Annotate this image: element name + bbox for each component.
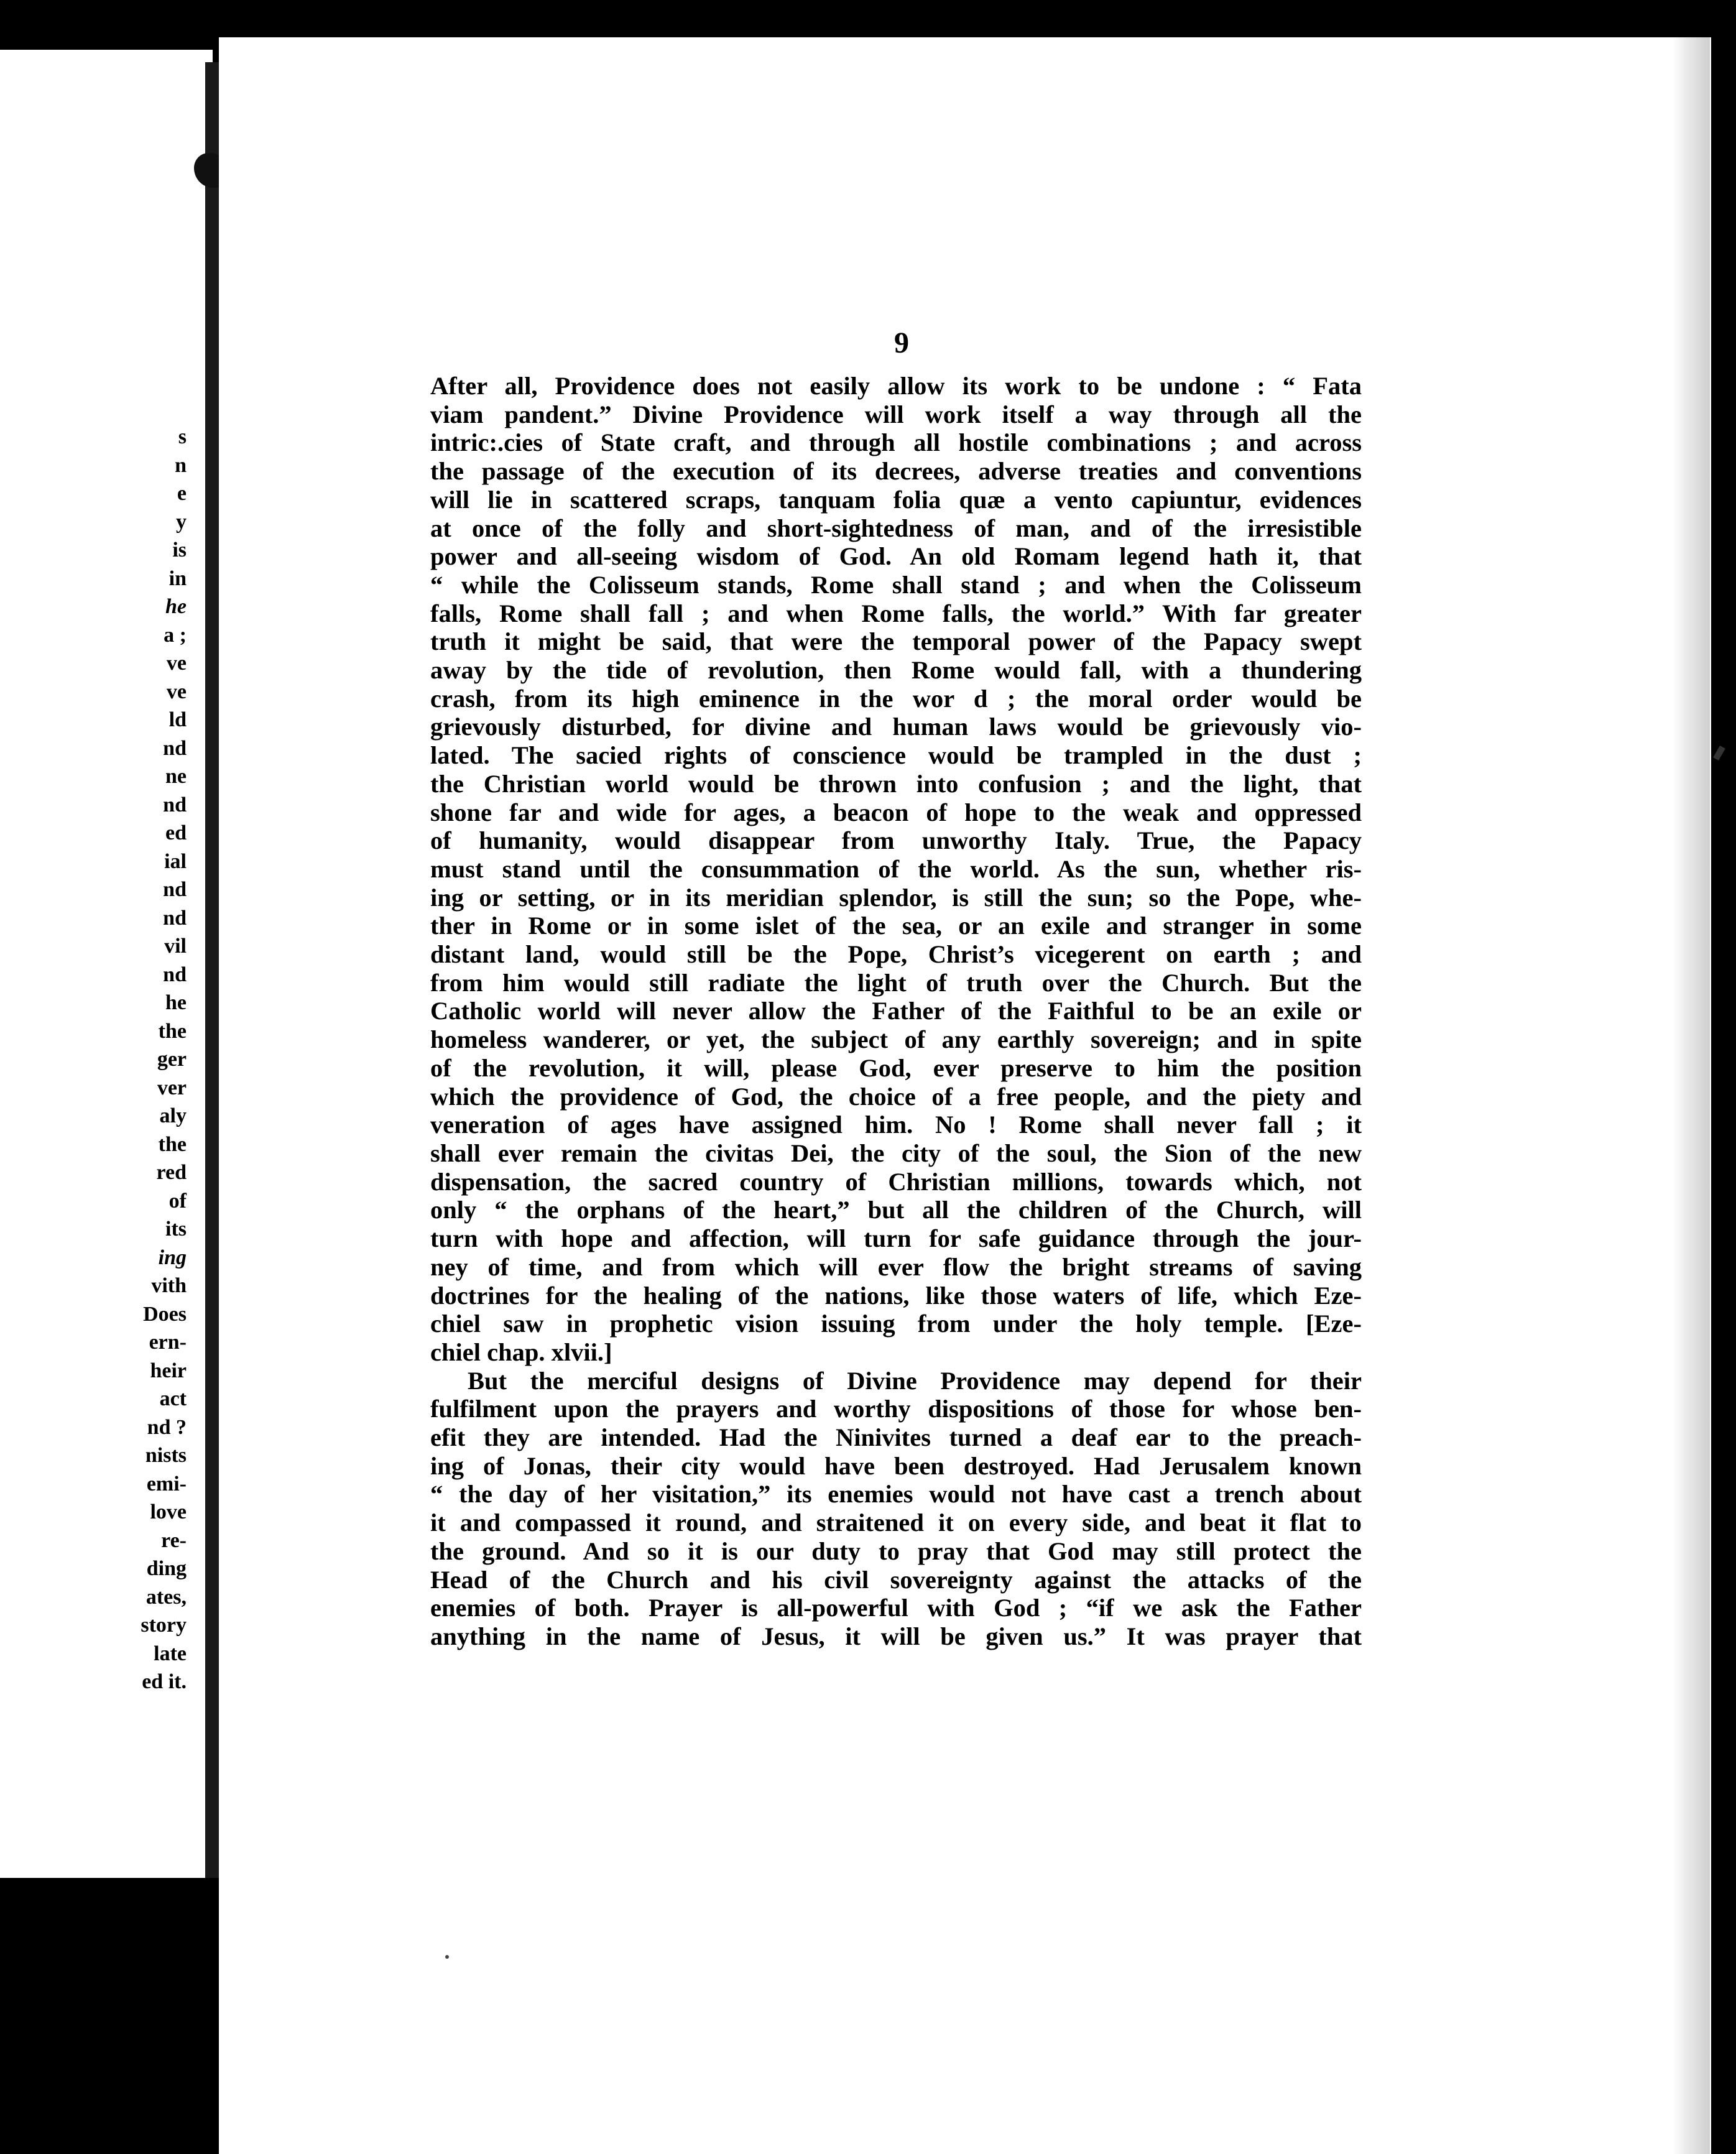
text-line: Head of the Church and his civil sovereignty against the attacks of the — [430, 1565, 1362, 1594]
left-page-fragment: heir — [150, 1359, 187, 1382]
text-line: only “ the orphans of the heart,” but all the children of the Church, will — [430, 1196, 1362, 1224]
text-line: ther in Rome or in some islet of the sea, or an exile and stranger in some — [430, 912, 1362, 940]
left-page-fragment: Does — [143, 1302, 187, 1326]
text-line: of humanity, would disappear from unworthy Italy. True, the Papacy — [430, 826, 1362, 855]
left-page-fragment: ates, — [145, 1585, 187, 1609]
ink-dot — [445, 1955, 449, 1959]
text-line: After all, Providence does not easily allow its work to be undone : “ Fata — [430, 372, 1362, 400]
text-line: ing of Jonas, their city would have been destroyed. Had Jerusalem known — [430, 1451, 1362, 1480]
left-page-fragment: the — [158, 1132, 187, 1156]
left-page-fragment: e — [177, 482, 187, 505]
left-page-fragment: ve — [166, 680, 187, 703]
left-page-fragment: y — [176, 510, 187, 534]
left-page-fragment: nd — [163, 906, 187, 930]
paragraph — [430, 372, 1362, 1367]
page-number: 9 — [894, 326, 909, 359]
left-page-fragment: aly — [159, 1104, 187, 1127]
text-line: will lie in scattered scraps, tanquam folia quæ a vento capiuntur, evidences — [430, 485, 1362, 514]
left-page-fragment: he — [165, 991, 187, 1014]
text-line: anything in the name of Jesus, it will be given us.” It was prayer that — [430, 1622, 1362, 1650]
left-page-fragment: nd — [163, 736, 187, 760]
text-line: the passage of the execution of its decrees, adverse treaties and conventions — [430, 457, 1362, 486]
text-line: viam pandent.” Divine Providence will work itself a way through all the — [430, 400, 1362, 428]
text-line: the Christian world would be thrown into confusion ; and the light, that — [430, 769, 1362, 798]
text-line: efit they are intended. Had the Ninivites turned a deaf ear to the preach- — [430, 1423, 1362, 1452]
left-page-fragment: s — [178, 425, 187, 448]
text-line: shone far and wide for ages, a beacon of hope to the weak and oppressed — [430, 798, 1362, 826]
text-line: “ while the Colisseum stands, Rome shall stand ; and when the Colisseum — [430, 570, 1362, 599]
left-page-fragment: in — [169, 566, 187, 590]
text-line: Catholic world will never allow the Father of the Faithful to be an exile or — [430, 997, 1362, 1025]
paragraph — [430, 1367, 1362, 1651]
left-page-fragment: the — [158, 1019, 187, 1043]
text-line: But the merciful designs of Divine Providence may depend for their — [468, 1366, 1362, 1395]
left-page-fragment: ial — [164, 849, 187, 873]
text-line: at once of the folly and short-sightedness of man, and of the irresistible — [430, 514, 1362, 542]
left-page-fragment: emi- — [146, 1472, 187, 1495]
left-page-fragment: vil — [164, 935, 187, 958]
text-line: doctrines for the healing of the nations, like those waters of life, which Eze- — [430, 1281, 1362, 1310]
text-line: crash, from its high eminence in the wor d ; the moral order would be — [430, 684, 1362, 713]
left-page-fragment: ern- — [149, 1331, 187, 1354]
text-line: homeless wanderer, or yet, the subject of any earthly sovereign; and in spite — [430, 1025, 1362, 1054]
left-page-fragment: a ; — [164, 623, 187, 647]
body-text — [430, 372, 1362, 1651]
left-page-cut-text — [0, 423, 187, 1696]
text-line: intric:.cies of State craft, and through all hostile combinations ; and across — [430, 428, 1362, 457]
text-line: ing or setting, or in its meridian splendor, is still the sun; so the Pope, whe- — [430, 883, 1362, 912]
text-line: shall ever remain the civitas Dei, the city of the soul, the Sion of the new — [430, 1139, 1362, 1167]
text-line: truth it might be said, that were the temporal power of the Papacy swept — [430, 627, 1362, 656]
text-line: which the providence of God, the choice of a free people, and the piety and — [430, 1082, 1362, 1111]
text-line: power and all-seeing wisdom of God. An old Romam legend hath it, that — [430, 542, 1362, 571]
text-line: from him would still radiate the light of truth over the Church. But the — [430, 968, 1362, 997]
text-line: “ the day of her visitation,” its enemies would not have cast a trench about — [430, 1480, 1362, 1509]
text-line: veneration of ages have assigned him. No ! Rome shall never fall ; it — [430, 1111, 1362, 1139]
left-page-fragment: ed — [165, 821, 187, 844]
text-line: away by the tide of revolution, then Rome would fall, with a thundering — [430, 656, 1362, 685]
left-page-fragment: of — [169, 1189, 187, 1213]
text-line: chiel saw in prophetic vision issuing from under the holy temple. [Eze- — [430, 1310, 1362, 1338]
left-page-fragment: its — [165, 1218, 187, 1241]
text-line: fulfilment upon the prayers and worthy dispositions of those for whose ben- — [430, 1395, 1362, 1423]
left-page-fragment: he — [165, 595, 187, 618]
left-page-fragment: ne — [165, 765, 187, 788]
left-page-fragment: vith — [151, 1274, 187, 1297]
text-line: grievously disturbed, for divine and human laws would be grievously vio- — [430, 713, 1362, 741]
left-page-fragment: ed it. — [142, 1670, 187, 1693]
left-page-fragment: nd — [163, 878, 187, 901]
text-line: chiel chap. xlvii.] — [430, 1338, 612, 1366]
left-page-fragment: red — [156, 1161, 187, 1184]
ink-speck — [1713, 746, 1725, 760]
text-line: it and compassed it round, and straitened it on every side, and beat it flat to — [430, 1509, 1362, 1537]
left-page-fragment: love — [150, 1500, 187, 1523]
left-page — [0, 50, 213, 1878]
left-page-fragment: is — [172, 538, 187, 562]
left-page-fragment: nists — [145, 1444, 187, 1467]
text-line: of the revolution, it will, please God, ever preserve to him the position — [430, 1053, 1362, 1082]
left-page-fragment: late — [154, 1642, 187, 1665]
left-page-fragment: ver — [157, 1076, 187, 1099]
left-page-fragment: ding — [146, 1557, 187, 1580]
text-line: falls, Rome shall fall ; and when Rome falls, the world.” With far greater — [430, 599, 1362, 627]
left-page-fragment: story — [141, 1614, 187, 1637]
text-line: the ground. And so it is our duty to pray that God may still protect the — [430, 1537, 1362, 1565]
text-line: must stand until the consummation of the world. As the sun, whether ris- — [430, 854, 1362, 883]
left-page-fragment: ld — [169, 708, 187, 731]
left-page-fragment: ger — [157, 1048, 187, 1071]
left-page-fragment: re- — [161, 1528, 187, 1552]
left-page-fragment: act — [159, 1387, 187, 1410]
left-page-fragment: n — [175, 453, 187, 477]
left-page-fragment: nd ? — [147, 1415, 187, 1439]
right-page-edge — [1673, 37, 1710, 2154]
left-page-fragment: nd — [163, 963, 187, 986]
text-line: turn with hope and affection, will turn for safe guidance through the jour- — [430, 1224, 1362, 1253]
text-line: ney of time, and from which will ever flow the bright streams of saving — [430, 1252, 1362, 1281]
text-line: lated. The sacied rights of conscience would be trampled in the dust ; — [430, 741, 1362, 770]
left-page-fragment: ve — [166, 652, 187, 675]
text-line: enemies of both. Prayer is all-powerful with God ; “if we ask the Father — [430, 1594, 1362, 1622]
left-page-fragment: ing — [158, 1246, 187, 1269]
text-line: distant land, would still be the Pope, Christ’s vicegerent on earth ; and — [430, 940, 1362, 969]
text-line: dispensation, the sacred country of Christian millions, towards which, not — [430, 1167, 1362, 1196]
left-page-fragment: nd — [163, 793, 187, 816]
